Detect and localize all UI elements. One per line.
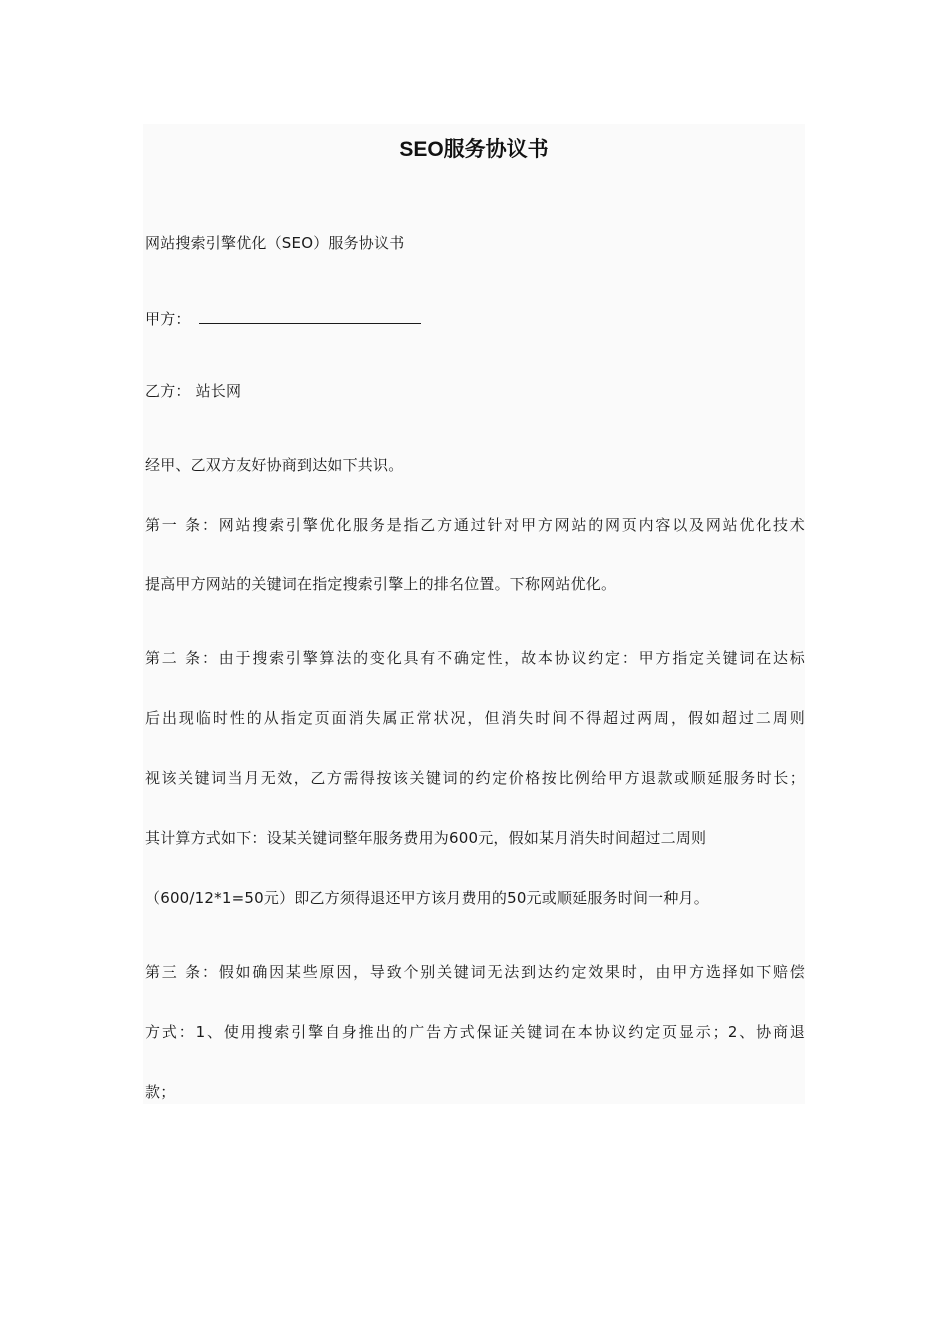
article1-line: 第一 条：网站搜索引擎优化服务是指乙方通过针对甲方网站的网页内容以及网站优化技术 <box>145 516 805 534</box>
party-a-blank <box>199 308 421 324</box>
party-b-value: 站长网 <box>195 382 242 400</box>
party-b-label: 乙方： <box>145 382 191 400</box>
party-b-line <box>145 381 241 401</box>
article3-line: 款； <box>145 1083 176 1101</box>
article2-line: 视该关键词当月无效，乙方需得按该关键词的约定价格按比例给甲方退款或顺延服务时长； <box>145 769 805 787</box>
article2-line: 其计算方式如下：设某关键词整年服务费用为600元，假如某月消失时间超过二周则 <box>145 829 707 847</box>
document-title: SEO服务协议书 <box>399 138 549 161</box>
article3-line: 方式：1、使用搜索引擎自身推出的广告方式保证关键词在本协议约定页显示；2、协商退 <box>145 1023 805 1041</box>
article2-line: （600/12*1=50元）即乙方须得退还甲方该月费用的50元或顺延服务时间一种月。 <box>145 889 709 907</box>
consensus-text: 经甲、乙双方友好协商到达如下共识。 <box>145 456 404 474</box>
party-a-label: 甲方： <box>145 310 191 328</box>
document-body <box>143 124 805 1104</box>
article3-line: 第三 条：假如确因某些原因，导致个别关键词无法到达约定效果时，由甲方选择如下赔偿 <box>145 963 805 981</box>
party-a-line <box>145 308 421 329</box>
document-subtitle: 网站搜索引擎优化（SEO）服务协议书 <box>145 234 405 252</box>
article1-line: 提高甲方网站的关键词在指定搜索引擎上的排名位置。下称网站优化。 <box>145 575 617 593</box>
article2-line: 后出现临时性的从指定页面消失属正常状况，但消失时间不得超过两周，假如超过二周则 <box>145 709 805 727</box>
article2-line: 第二 条：由于搜索引擎算法的变化具有不确定性，故本协议约定：甲方指定关键词在达标 <box>145 649 805 667</box>
